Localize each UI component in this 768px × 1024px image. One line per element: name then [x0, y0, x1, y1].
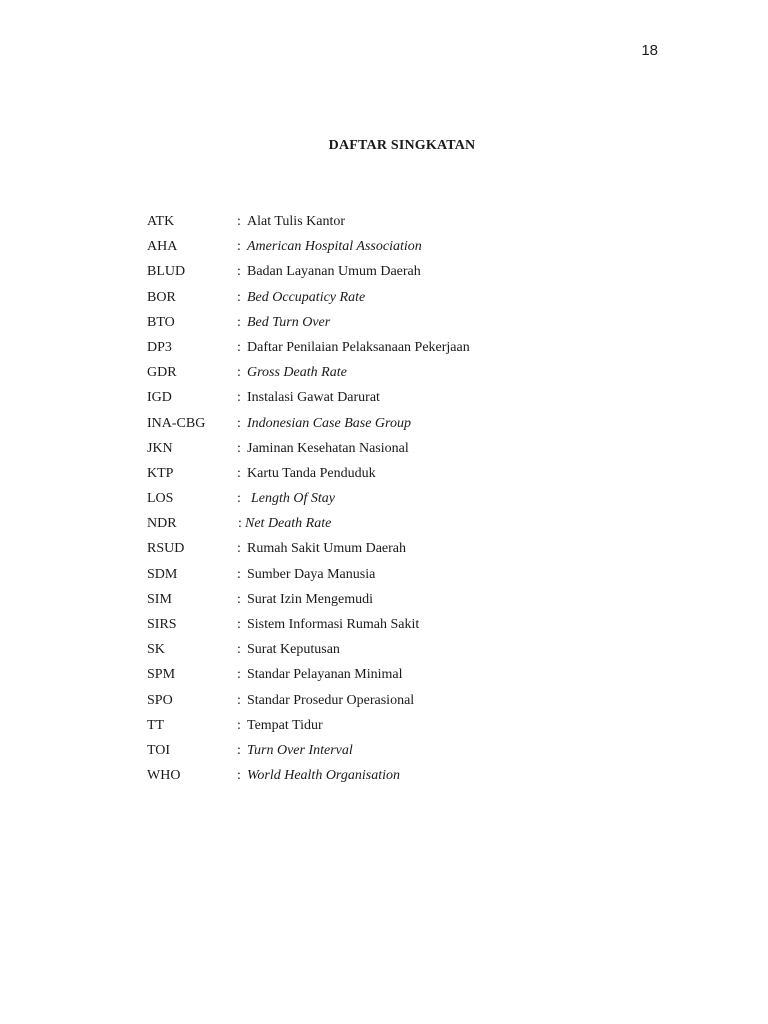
abbreviation-code: SDM: [147, 566, 178, 582]
abbreviation-definition: World Health Organisation: [247, 768, 400, 784]
abbreviation-row: [147, 363, 647, 388]
page-number: 18: [641, 42, 658, 59]
abbreviation-definition: Bed Occupaticy Rate: [247, 289, 366, 305]
abbreviation-row: [147, 288, 647, 313]
abbreviation-row: [147, 489, 647, 514]
abbreviation-row: [147, 665, 647, 690]
abbreviation-row: [147, 237, 647, 262]
separator-colon: :: [238, 516, 242, 532]
abbreviation-definition: Badan Layanan Umum Daerah: [247, 264, 421, 280]
abbreviation-definition: Standar Prosedur Operasional: [247, 692, 415, 708]
separator-colon: :: [237, 717, 241, 733]
abbreviation-definition: Net Death Rate: [245, 516, 332, 532]
abbreviation-definition: Bed Turn Over: [247, 314, 331, 330]
abbreviation-row: [147, 741, 647, 766]
abbreviation-row: [147, 414, 647, 439]
abbreviation-definition: Kartu Tanda Penduduk: [247, 465, 376, 481]
abbreviation-code: WHO: [147, 768, 181, 784]
abbreviation-row: [147, 640, 647, 665]
abbreviation-row: [147, 439, 647, 464]
abbreviation-row: [147, 388, 647, 413]
separator-colon: :: [237, 591, 241, 607]
abbreviation-code: SPM: [147, 667, 176, 683]
separator-colon: :: [237, 742, 241, 758]
separator-colon: :: [237, 692, 241, 708]
separator-colon: :: [237, 465, 241, 481]
abbreviation-code: JKN: [147, 440, 173, 456]
abbreviation-definition: Alat Tulis Kantor: [247, 214, 346, 229]
abbreviation-definition: Indonesian Case Base Group: [247, 415, 411, 431]
abbreviation-code: LOS: [147, 491, 174, 507]
abbreviation-row: [147, 565, 647, 590]
abbreviation-code: SPO: [147, 692, 173, 708]
abbreviation-definition: Sumber Daya Manusia: [247, 566, 376, 582]
abbreviation-row: [147, 615, 647, 640]
separator-colon: :: [237, 214, 241, 229]
abbreviation-row: [147, 539, 647, 564]
separator-colon: :: [237, 314, 241, 330]
abbreviation-definition: Gross Death Rate: [247, 365, 347, 381]
abbreviation-code: TOI: [147, 742, 171, 758]
abbreviation-code: AHA: [147, 239, 178, 255]
separator-colon: :: [237, 339, 241, 355]
abbreviation-code: SK: [147, 642, 165, 658]
abbreviation-definition: Daftar Penilaian Pelaksanaan Pekerjaan: [247, 339, 470, 355]
abbreviation-row: [147, 590, 647, 615]
separator-colon: :: [237, 541, 241, 557]
abbreviation-definition: Length Of Stay: [251, 491, 335, 507]
abbreviation-code: KTP: [147, 465, 174, 481]
abbreviation-row: [147, 766, 647, 791]
abbreviation-code: BOR: [147, 289, 176, 305]
separator-colon: :: [237, 667, 241, 683]
separator-colon: :: [237, 264, 241, 280]
abbreviation-definition: Tempat Tidur: [247, 717, 323, 733]
abbreviation-list: [147, 212, 647, 791]
abbreviation-code: BTO: [147, 314, 175, 330]
abbreviation-code: INA-CBG: [147, 415, 206, 431]
abbreviation-row: [147, 212, 647, 237]
abbreviation-row: [147, 691, 647, 716]
abbreviation-code: RSUD: [147, 541, 185, 557]
abbreviation-definition: Turn Over Interval: [247, 742, 353, 758]
abbreviation-code: NDR: [147, 516, 177, 532]
separator-colon: :: [237, 365, 241, 381]
abbreviation-row: [147, 313, 647, 338]
abbreviation-definition: American Hospital Association: [247, 239, 422, 255]
abbreviation-definition: Instalasi Gawat Darurat: [247, 390, 380, 406]
separator-colon: :: [237, 566, 241, 582]
abbreviation-definition: Standar Pelayanan Minimal: [247, 667, 403, 683]
abbreviation-definition: Sistem Informasi Rumah Sakit: [247, 617, 420, 632]
abbreviation-definition: Surat Keputusan: [247, 642, 340, 658]
abbreviation-row: [147, 716, 647, 741]
abbreviation-row: [147, 514, 647, 539]
page-title: DAFTAR SINGKATAN: [328, 138, 476, 153]
abbreviation-definition: Surat Izin Mengemudi: [247, 591, 373, 607]
separator-colon: :: [237, 390, 241, 406]
abbreviation-code: SIRS: [147, 617, 177, 632]
abbreviation-code: GDR: [147, 365, 177, 381]
abbreviation-code: SIM: [147, 591, 172, 607]
abbreviation-definition: Rumah Sakit Umum Daerah: [247, 541, 407, 557]
separator-colon: :: [237, 491, 241, 507]
separator-colon: :: [237, 617, 241, 632]
abbreviation-code: TT: [147, 717, 165, 733]
separator-colon: :: [237, 768, 241, 784]
separator-colon: :: [237, 440, 241, 456]
abbreviation-code: IGD: [147, 390, 172, 406]
abbreviation-code: BLUD: [147, 264, 186, 280]
abbreviation-row: [147, 262, 647, 287]
abbreviation-row: [147, 338, 647, 363]
separator-colon: :: [237, 289, 241, 305]
separator-colon: :: [237, 415, 241, 431]
abbreviation-code: ATK: [147, 214, 175, 229]
abbreviation-row: [147, 464, 647, 489]
abbreviation-definition: Jaminan Kesehatan Nasional: [247, 440, 409, 456]
separator-colon: :: [237, 239, 241, 255]
separator-colon: :: [237, 642, 241, 658]
abbreviation-code: DP3: [147, 339, 172, 355]
